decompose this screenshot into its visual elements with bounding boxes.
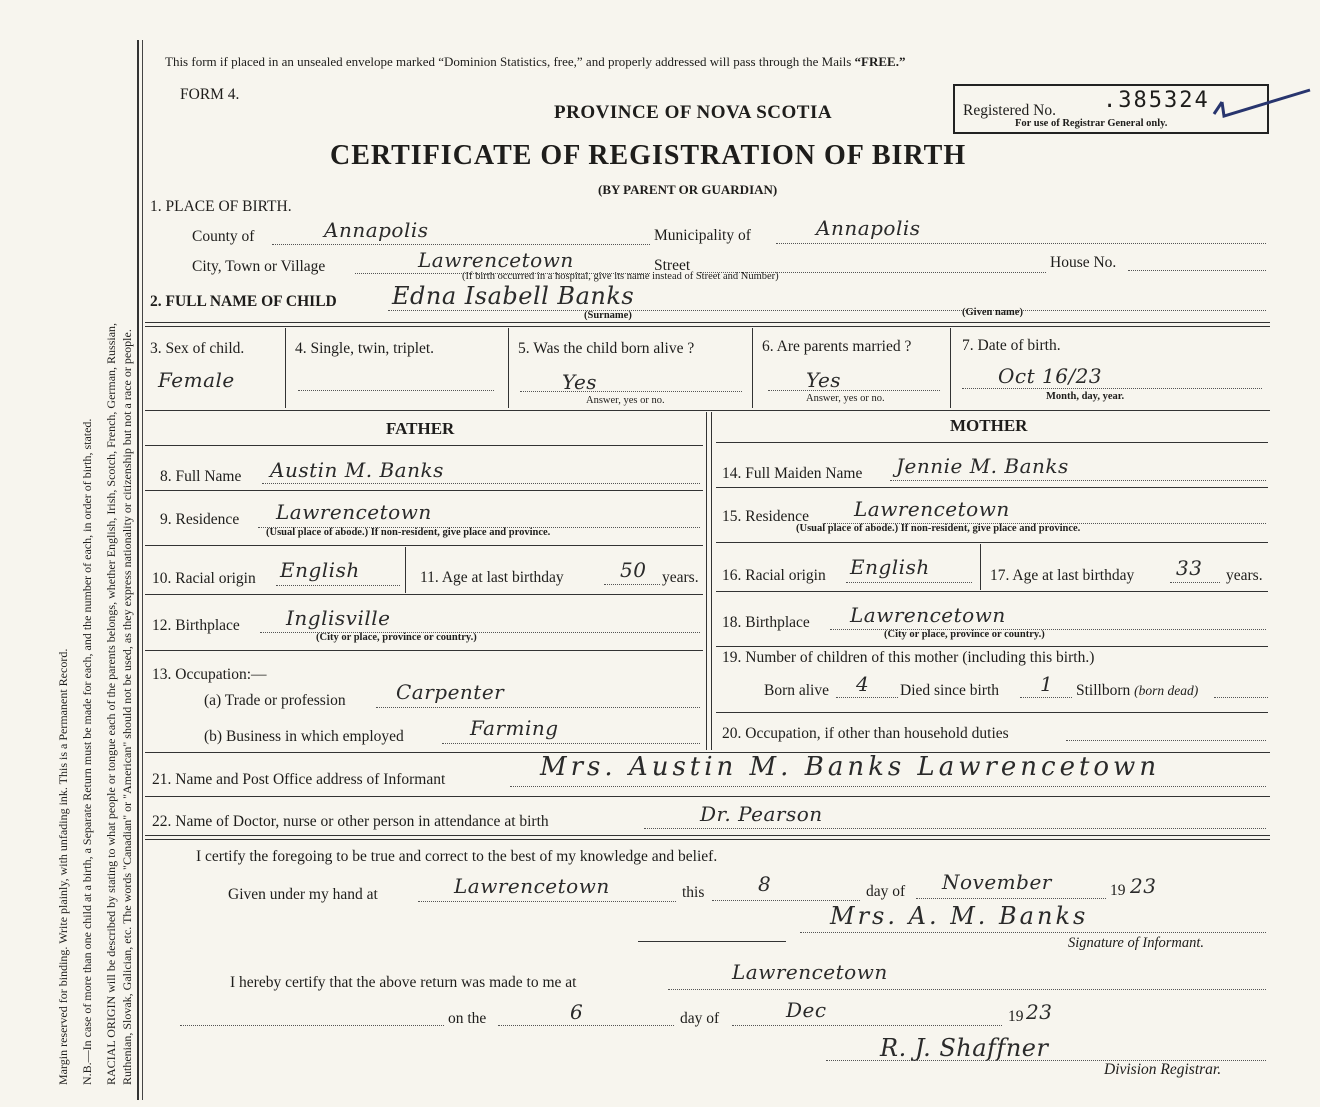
mother-abode-note: (Usual place of abode.) If non-resident, give place and province.	[796, 523, 1081, 534]
father-age-line	[604, 584, 660, 585]
day-line	[712, 900, 860, 901]
registered-number: .385324	[1103, 88, 1210, 113]
date-of-birth-value: Oct 16/23	[998, 364, 1103, 388]
rule	[508, 328, 509, 408]
rule	[716, 591, 1268, 592]
mother-name-value: Jennie M. Banks	[896, 454, 1069, 478]
year-prefix: 19	[1110, 882, 1126, 899]
registrar-day-of-label: day of	[680, 1010, 720, 1027]
born-alive-count-line	[836, 697, 898, 698]
mail-notice-free: “FREE.”	[854, 54, 906, 69]
given-place-value: Lawrencetown	[454, 874, 610, 898]
rule	[145, 796, 1270, 797]
rule	[145, 410, 1270, 411]
rule	[145, 650, 703, 651]
doctor-value: Dr. Pearson	[700, 802, 823, 826]
house-label: House No.	[1050, 254, 1117, 271]
multiple-birth-line	[298, 390, 494, 391]
father-trade-value: Carpenter	[396, 680, 505, 704]
father-business-label: (b) Business in which employed	[204, 728, 404, 745]
informant-line	[510, 786, 1266, 787]
rule	[716, 442, 1268, 443]
father-abode-note: (Usual place of abode.) If non-resident, give place and province.	[266, 527, 551, 538]
house-line	[1128, 270, 1266, 271]
stillborn-label	[1076, 682, 1198, 700]
parents-married-value: Yes	[806, 368, 842, 392]
registrar-day-value: 6	[570, 1000, 584, 1024]
registrar-place-line	[668, 989, 1266, 990]
mother-name-label: 14. Full Maiden Name	[722, 465, 863, 482]
municipality-line	[776, 243, 1266, 244]
mother-age-value: 33	[1176, 556, 1203, 580]
place-of-birth-heading: 1. PLACE OF BIRTH.	[150, 198, 292, 215]
year-value: 23	[1130, 874, 1157, 898]
mother-birthplace-value: Lawrencetown	[850, 603, 1006, 627]
check-mark-icon	[1210, 86, 1314, 120]
margin-note-racial-origin: RACIAL ORIGIN will be described by stating to what people or tongue each of the parents belongs, whether English, Irish, Scotch, French, German, Russian,	[104, 322, 118, 1085]
mother-age-label: 17. Age at last birthday	[990, 567, 1135, 584]
father-birthplace-label: 12. Birthplace	[152, 617, 240, 634]
born-alive-count-value: 4	[856, 672, 870, 696]
father-trade-label: (a) Trade or profession	[204, 692, 346, 709]
mother-children-label: 19. Number of children of this mother (including this birth.)	[722, 649, 1095, 666]
mother-racial-line	[846, 582, 972, 583]
mother-occupation-line	[1066, 740, 1266, 741]
mother-racial-label: 16. Racial origin	[722, 567, 826, 584]
child-name-label: 2. FULL NAME OF CHILD	[150, 293, 337, 310]
registrar-year-value: 23	[1026, 1000, 1053, 1024]
rule	[980, 544, 981, 590]
rule	[405, 547, 406, 593]
father-trade-line	[376, 707, 700, 708]
given-under-hand-label: Given under my hand at	[228, 886, 378, 903]
born-alive-line	[520, 391, 742, 392]
father-residence-value: Lawrencetown	[276, 500, 432, 524]
rule	[145, 490, 703, 491]
registrar-only-note: For use of Registrar General only.	[1015, 118, 1168, 129]
rule	[145, 835, 1270, 836]
rule	[716, 712, 1268, 713]
multiple-birth-label: 4. Single, twin, triplet.	[295, 340, 435, 357]
registrar-signature: R. J. Shaffner	[880, 1034, 1049, 1062]
father-racial-label: 10. Racial origin	[152, 570, 256, 587]
registrar-place-value: Lawrencetown	[732, 960, 888, 984]
municipality-label: Municipality of	[654, 227, 751, 244]
father-age-label: 11. Age at last birthday	[420, 569, 564, 586]
rule	[285, 328, 286, 408]
mother-years-label: years.	[1226, 567, 1263, 584]
date-of-birth-note: Month, day, year.	[1046, 391, 1125, 402]
form-number: FORM 4.	[180, 86, 240, 103]
sex-value: Female	[158, 368, 235, 392]
city-value: Lawrencetown	[418, 248, 574, 272]
father-birthplace-value: Inglisville	[286, 606, 391, 630]
on-the-label: on the	[448, 1010, 487, 1027]
street-label: Street	[654, 257, 691, 274]
mother-occupation-label: 20. Occupation, if other than household duties	[722, 725, 1009, 742]
mother-residence-value: Lawrencetown	[854, 497, 1010, 521]
answer-note-married: Answer, yes or no.	[806, 393, 885, 404]
child-name-line	[388, 310, 1266, 311]
stillborn-text: Stillborn	[1076, 682, 1131, 699]
parents-married-label: 6. Are parents married ?	[762, 338, 912, 355]
died-since-birth-value: 1	[1040, 672, 1054, 696]
born-dead-note: (born dead)	[1134, 683, 1199, 698]
city-label: City, Town or Village	[192, 258, 326, 275]
mother-age-line	[1170, 582, 1220, 583]
date-of-birth-label: 7. Date of birth.	[962, 337, 1061, 354]
margin-note-multiple-births: N.B.—In case of more than one child at a birth, a Separate Return must be made for each, and the number of each, in order of birth, stated.	[80, 418, 94, 1085]
binding-margin-line-2	[142, 40, 143, 1100]
rule	[706, 412, 707, 750]
certify-statement: I certify the foregoing to be true and correct to the best of my knowledge and belief.	[196, 848, 718, 865]
father-residence-label: 9. Residence	[160, 511, 240, 528]
rule	[716, 542, 1268, 543]
parents-married-line	[768, 390, 940, 391]
registrar-month-value: Dec	[786, 998, 827, 1022]
mail-notice-text: This form if placed in an unsealed envelope marked “Dominion Statistics, free,” and properly addressed will pass through the Mails	[165, 54, 852, 69]
rule	[145, 326, 1270, 327]
mother-heading: MOTHER	[950, 416, 1028, 435]
rule	[711, 412, 712, 750]
father-name-line	[262, 483, 700, 484]
father-name-value: Austin M. Banks	[270, 458, 444, 482]
signature-of-informant-label: Signature of Informant.	[1068, 935, 1205, 951]
informant-value: Mrs. Austin M. Banks Lawrencetown	[540, 752, 1161, 782]
father-occupation-label: 13. Occupation:—	[152, 666, 267, 683]
father-name-label: 8. Full Name	[160, 468, 242, 485]
margin-note-racial-origin-cont: Ruthenian, Slovak, Galician, etc. The words "Canadian" or "American" should not be used, as they express nationality or citizenship but not a race or people.	[120, 329, 134, 1085]
registrar-month-line	[732, 1025, 1002, 1026]
child-name-value: Edna Isabell Banks	[392, 282, 635, 310]
informant-signature: Mrs. A. M. Banks	[830, 902, 1089, 930]
registered-label: Registered No.	[963, 102, 1056, 119]
mother-name-line	[890, 480, 1266, 481]
month-line	[916, 898, 1106, 899]
surname-note: (Surname)	[584, 310, 632, 321]
given-name-note: (Given name)	[962, 307, 1023, 318]
sex-label: 3. Sex of child.	[150, 340, 245, 357]
month-value: November	[942, 870, 1052, 894]
died-since-birth-line	[1020, 697, 1072, 698]
father-age-value: 50	[620, 558, 647, 582]
rule	[145, 545, 703, 546]
father-business-line	[442, 743, 700, 744]
registrar-statement: I hereby certify that the above return was made to me at	[230, 974, 577, 991]
municipality-value: Annapolis	[816, 216, 921, 240]
mother-racial-value: English	[850, 555, 930, 579]
binding-margin-line	[137, 40, 139, 1100]
father-racial-value: English	[280, 558, 360, 582]
father-racial-line	[276, 585, 400, 586]
day-value: 8	[758, 872, 772, 896]
rule	[752, 328, 753, 408]
died-since-birth-label: Died since birth	[900, 682, 1000, 699]
mother-city-note: (City or place, province or country.)	[884, 629, 1045, 640]
doctor-label: 22. Name of Doctor, nurse or other person in attendance at birth	[152, 813, 549, 830]
rule	[145, 839, 1270, 840]
division-registrar-label: Division Registrar.	[1104, 1061, 1222, 1078]
father-business-value: Farming	[470, 716, 559, 740]
certificate-title: CERTIFICATE OF REGISTRATION OF BIRTH	[330, 140, 967, 171]
born-alive-label: 5. Was the child born alive ?	[518, 340, 695, 357]
registrar-day-line	[498, 1025, 674, 1026]
mother-residence-label: 15. Residence	[722, 508, 809, 525]
born-alive-count-label: Born alive	[764, 682, 829, 699]
answer-note-alive: Answer, yes or no.	[586, 395, 665, 406]
father-years-label: years.	[662, 569, 699, 586]
mother-birthplace-label: 18. Birthplace	[722, 614, 810, 631]
rule	[716, 487, 1268, 488]
county-line	[272, 244, 650, 245]
born-alive-value: Yes	[562, 370, 598, 394]
informant-signature-line	[800, 932, 1266, 933]
rule	[950, 328, 951, 408]
margin-note-binding: Margin reserved for binding. Write plainly, with unfading ink. This is a Permanent Record.	[56, 648, 70, 1085]
rule	[145, 322, 1270, 323]
county-value: Annapolis	[324, 218, 429, 242]
hospital-note: (If birth occurred in a hospital, give its name instead of Street and Number)	[462, 271, 779, 282]
county-label: County of	[192, 228, 255, 245]
mail-notice	[165, 54, 905, 70]
registrar-year-prefix: 19	[1008, 1008, 1024, 1025]
rule	[716, 646, 1268, 647]
father-city-note: (City or place, province or country.)	[316, 632, 477, 643]
rule	[638, 941, 786, 942]
rule	[145, 594, 703, 595]
this-label: this	[682, 884, 705, 901]
given-place-line	[418, 901, 676, 902]
informant-label: 21. Name and Post Office address of Informant	[152, 771, 446, 788]
stillborn-line	[1214, 697, 1268, 698]
registrar-leading-line	[180, 1025, 444, 1026]
date-of-birth-line	[962, 388, 1262, 389]
rule	[145, 445, 703, 446]
doctor-line	[644, 828, 1266, 829]
day-of-label: day of	[866, 883, 906, 900]
province-heading: PROVINCE OF NOVA SCOTIA	[554, 102, 833, 123]
father-heading: FATHER	[386, 419, 455, 438]
certificate-subtitle: (BY PARENT OR GUARDIAN)	[598, 182, 778, 197]
